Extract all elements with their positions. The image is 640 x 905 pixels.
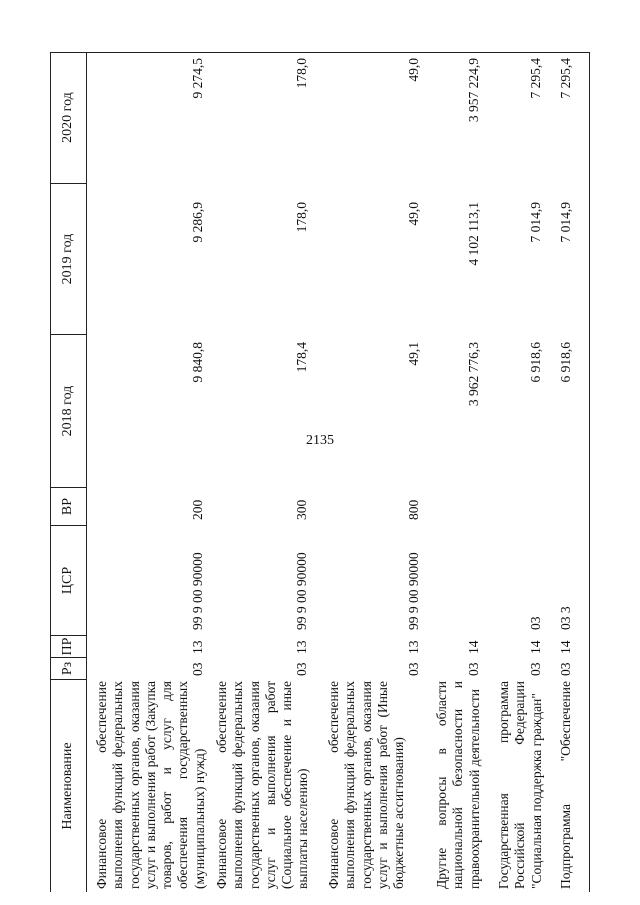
table-row [496,52,548,892]
header-2019: 2019 год [50,183,86,334]
row-pr: 14 [466,640,481,654]
row-2019: 178,0 [294,202,309,233]
header-2018: 2018 год [50,334,86,487]
header-vr: ВР [50,487,86,525]
row-csr: 99 9 00 90000 [406,552,421,630]
row-name: Подпрограмма "Обеспечение [558,681,573,889]
row-name: Финансовое обеспечение выполнения функций федеральных государственных органов, оказания услуг и выполнения работ (Закупка товаров, работ и услуг для обеспечения государственных (муниципальных) нужд) [94,681,207,889]
row-rz: 03 [406,662,421,676]
row-name: Финансовое обеспечение выполнения функций федеральных государственных органов, оказания услуг и выполнения работ (Социальное обеспечение и иные выплаты населению) [214,681,311,889]
row-name: Другие вопросы в области национальной безопасности и правоохранительной деятельности [434,681,482,889]
header-rz: Рз [50,657,86,679]
table-row [558,52,582,892]
row-csr: 99 9 00 90000 [294,552,309,630]
row-2020: 3 957 224,9 [466,58,481,123]
row-name: Финансовое обеспечение выполнения функций федеральных государственных органов, оказания услуг и выполнения работ (Иные бюджетные ассигнования) [326,681,407,889]
row-csr: 99 9 00 90000 [190,552,205,630]
row-pr: 13 [190,640,205,654]
header-2020: 2020 год [60,92,75,143]
row-rz: 03 [528,662,543,676]
row-2019: 49,0 [406,202,421,226]
row-pr: 13 [406,640,421,654]
row-pr: 14 [558,640,573,654]
page-number: 2135 [306,433,334,448]
table-row [434,52,486,892]
table-row [214,52,314,892]
budget-table [50,52,590,892]
row-rz: 03 [190,662,205,676]
row-2018: 6 918,6 [558,342,573,383]
row-vr: 300 [294,499,309,520]
row-rz: 03 [294,662,309,676]
row-2020: 7 295,4 [558,58,573,99]
row-2019: 4 102 113,1 [466,202,481,266]
row-rz: 03 [466,662,481,676]
row-2018: 6 918,6 [528,342,543,383]
table-row [94,52,206,892]
row-vr: 200 [190,499,205,520]
row-2020: 9 274,5 [190,58,205,99]
table-row [326,52,426,892]
row-csr: 03 3 [558,606,573,630]
header-pr: ПР [50,635,86,657]
row-2019: 9 286,9 [190,202,205,243]
row-name: Государственная программа Российской Федерации "Социальная поддержка граждан" [496,681,544,889]
row-2020: 49,0 [406,58,421,82]
row-csr: 03 [528,616,543,630]
row-pr: 13 [294,640,309,654]
row-pr: 14 [528,640,543,654]
row-2019: 7 014,9 [558,202,573,243]
row-2018: 178,4 [294,342,309,373]
row-2018: 9 840,8 [190,342,205,383]
header-name: Наименование [50,679,86,892]
row-vr: 800 [406,499,421,520]
row-2020: 178,0 [294,58,309,89]
row-2020: 7 295,4 [528,58,543,99]
row-2018: 3 962 776,3 [466,342,481,407]
row-rz: 03 [558,662,573,676]
row-2019: 7 014,9 [528,202,543,243]
rotated-page [50,52,590,892]
header-csr: ЦСР [50,525,86,635]
row-2018: 49,1 [406,342,421,366]
